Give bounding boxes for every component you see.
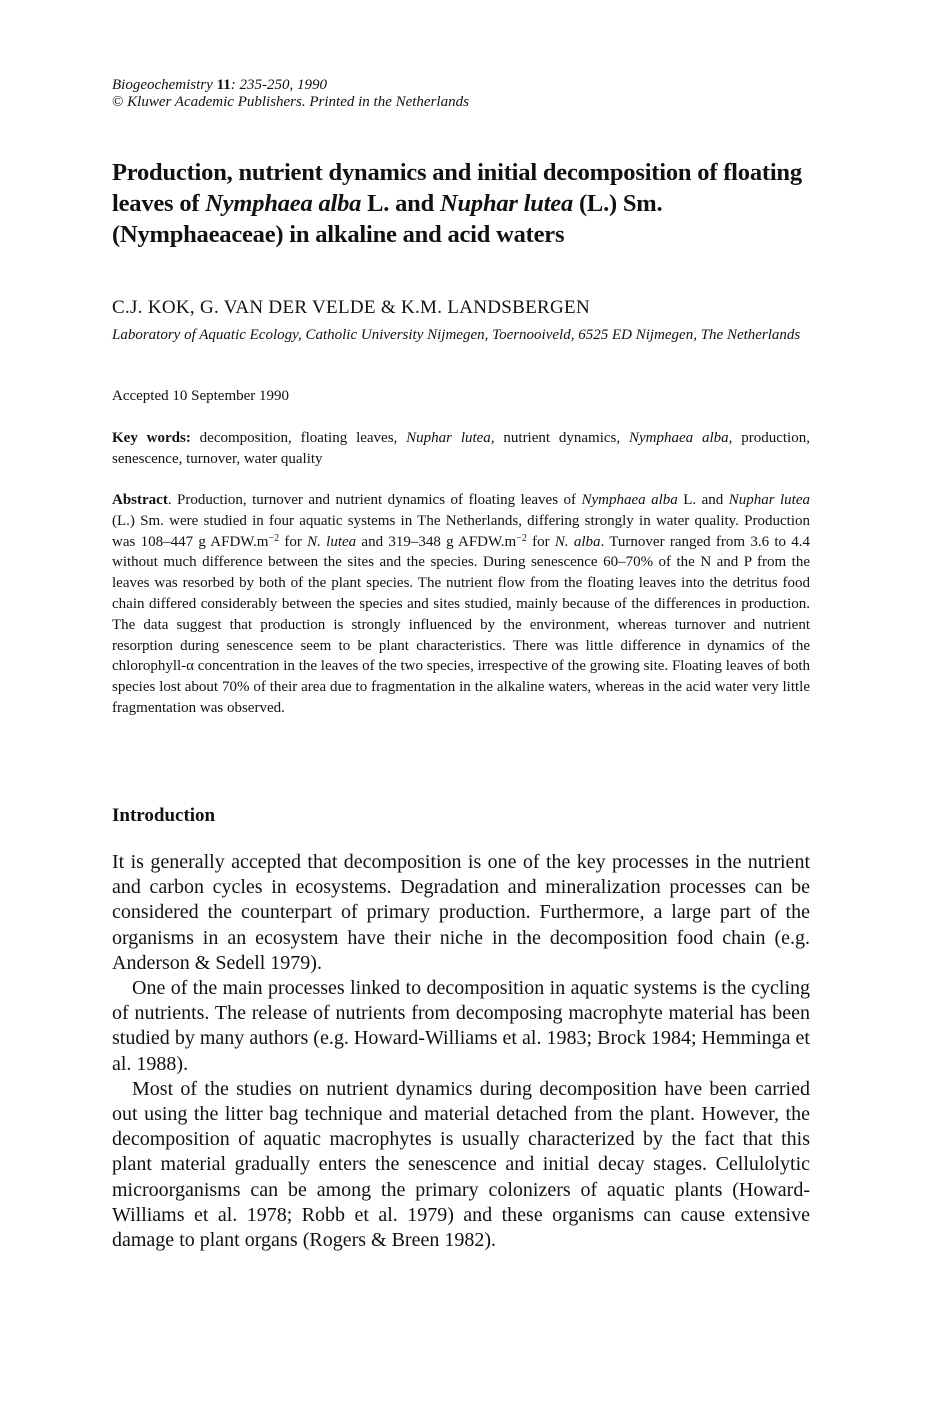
title-species-1: Nymphaea alba bbox=[205, 190, 362, 217]
abstract-text: and 319–348 g AFDW.m bbox=[356, 533, 517, 550]
abstract-text: for bbox=[279, 533, 308, 550]
publisher-line bbox=[112, 94, 469, 111]
keyword-species: Nymphaea alba bbox=[628, 430, 729, 446]
abstract-text: . Production, turnover and nutrient dynamics of floating leaves of bbox=[167, 492, 582, 508]
abstract-species: N. alba bbox=[554, 533, 601, 550]
keywords-text: , production, senescence, turnover, water quality bbox=[112, 430, 810, 467]
paragraph: Most of the studies on nutrient dynamics during decomposition have been carried out using the litter bag technique and material detached from the plant. However, the decomposition of aquatic macrophytes is usually characterized by the fact that this plant material gradually enters the senescence and initial decay stages. Cellulolytic microorganisms can be among the primary colonizers of aquatic plants (Howard-Williams et al. 1978; Robb et al. 1979) and these organisms can cause extensive damage to plant organs (Rogers & Breen 1982). bbox=[112, 1077, 810, 1252]
paper-title bbox=[112, 157, 812, 250]
volume-number: 11 bbox=[216, 77, 231, 93]
keyword-species: Nuphar lutea bbox=[406, 430, 491, 446]
abstract-label: Abstract bbox=[112, 492, 168, 508]
abstract-species: Nuphar lutea bbox=[728, 492, 810, 508]
journal-header bbox=[112, 77, 469, 111]
paragraph: It is generally accepted that decomposition is one of the key processes in the nutrient and carbon cycles in ecosystems. Degradation and mineralization processes can be considered the counterpart of primary production. Furthermore, a large part of the organisms in an ecosystem have their niche in the decomposition food chain (e.g. Anderson & Sedell 1979). bbox=[112, 851, 810, 974]
abstract-text: L. and bbox=[677, 492, 729, 508]
keywords bbox=[112, 428, 810, 470]
journal-name: Biogeochemistry bbox=[112, 77, 213, 93]
abstract-species: Nymphaea alba bbox=[581, 492, 678, 508]
section-heading-introduction: Introduction bbox=[112, 805, 216, 826]
abstract-species: N. lutea bbox=[307, 533, 357, 550]
citation-line bbox=[112, 77, 469, 94]
author-list: C.J. KOK, G. VAN DER VELDE & K.M. LANDSBERGEN bbox=[112, 297, 590, 318]
title-species-2: Nuphar lutea bbox=[439, 190, 574, 217]
publisher: Kluwer Academic Publishers. Printed in the Netherlands bbox=[127, 94, 469, 110]
keywords-text: , nutrient dynamics, bbox=[490, 430, 629, 446]
title-text: Production, nutrient dynamics and initial decomposition of floating leaves of bbox=[112, 159, 802, 217]
abstract-text: . Turnover ranged from 3.6 to 4.4 without much difference between the sites and the species. During senescence 60–70% of the N and P from the leaves was resorbed by both of the plant species. The nutrient flow from the floating leaves into the detritus food chain differed considerably between the species and sites studied, mainly because of the differences in production. The data suggest that production is strongly influenced by the environment, whereas turnover and nutrient resorption during senescence seem to be plant characteristics. There was little difference in dynamics of the chlorophyll-α concentration in the leaves of the two species, irrespective of the growing site. Floating leaves of both species lost about 70% of their area due to fragmentation in the alkaline waters, whereas in the acid water very little fragmentation was observed. bbox=[112, 533, 810, 716]
affiliation: Laboratory of Aquatic Ecology, Catholic University Nijmegen, Toernooiveld, 6525 ED Nijmegen, The Netherlands bbox=[112, 327, 801, 343]
abstract-text: (L.) Sm. were studied in four aquatic systems in The Netherlands, differing strongly in water quality. Production was 108–447 g AFDW.m bbox=[112, 512, 810, 550]
introduction-body bbox=[112, 850, 810, 1253]
title-text: (L.) Sm. (Nymphaeaceae) in alkaline and acid waters bbox=[112, 190, 663, 248]
superscript: −2 bbox=[516, 532, 527, 544]
superscript: −2 bbox=[268, 532, 280, 544]
paragraph: One of the main processes linked to decomposition in aquatic systems is the cycling of nutrients. The release of nutrients from decomposing macrophyte material has been studied by many authors (e.g. Howard-Williams et al. 1983; Brock 1984; Hemminga et al. 1988). bbox=[112, 977, 810, 1075]
keywords-label: Key words: bbox=[112, 430, 191, 446]
keywords-text: decomposition, floating leaves, bbox=[190, 430, 407, 446]
abstract-text: for bbox=[526, 533, 555, 550]
accepted-date: Accepted 10 September 1990 bbox=[112, 388, 290, 404]
abstract bbox=[112, 490, 810, 719]
copyright-symbol: © bbox=[112, 94, 124, 110]
pages-year: : 235-250, 1990 bbox=[230, 77, 327, 93]
title-text: L. and bbox=[361, 190, 440, 217]
